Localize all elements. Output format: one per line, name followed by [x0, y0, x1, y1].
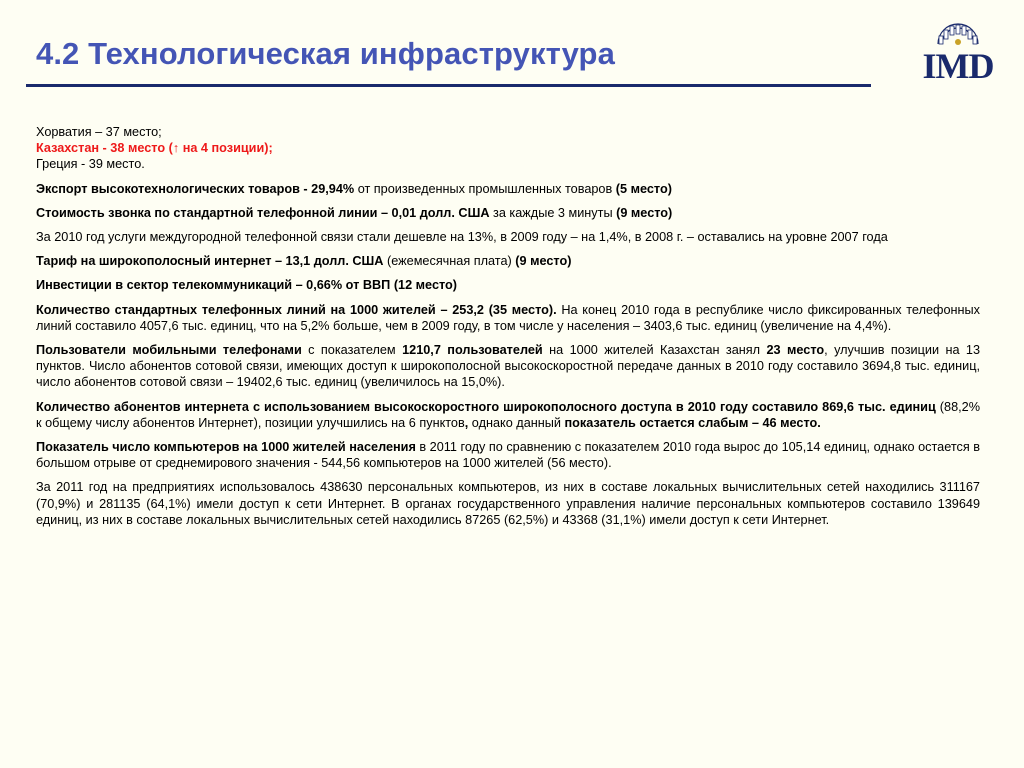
title-divider	[26, 84, 871, 87]
paragraph-telecom-investment: Инвестиции в сектор телекоммуникаций – 0,66% от ВВП (12 место)	[36, 278, 458, 293]
ranking-greece: Греция - 39 место.	[36, 157, 145, 172]
paragraph-broadband-tariff: Тариф на широкополосный интернет – 13,1 долл. США (ежемесячная плата) (9 место)	[36, 254, 572, 269]
ranking-croatia: Хорватия – 37 место;	[36, 125, 162, 139]
paragraph-mobile-users: Пользователи мобильными телефонами с показателем 1210,7 пользователей на 1000 жителей Казахстан занял 23 место, улучшив позиции на 13 пунктов. Число абонентов сотовой связи, имеющих доступ к широкополосной высокоскоростной передаче данных в 2010 году составило 3694,8 тыс. единиц, число абонентов сотовой связи – 19402,6 тыс. единиц (увеличилось на 15,0%).	[36, 343, 981, 390]
paragraph-export: Экспорт высокотехнологических товаров - 29,94% от произведенных промышленных товаров (5 место)	[36, 181, 672, 196]
paragraph-long-distance: За 2010 год услуги междугородной телефонной связи стали дешевле на 13%, в 2009 году – на 1,4%, в 2008 г. – оставались на уровне 2007 года	[36, 230, 888, 245]
ranking-kazakhstan: Казахстан - 38 место (↑ на 4 позиции);	[36, 141, 273, 156]
svg-text:IMD: IMD	[922, 46, 994, 84]
paragraph-internet-subscribers: Количество абонентов интернета с использованием высокоскоростного широкополосного доступа в 2010 году составило 869,6 тыс. единиц (88,2% к общему числу абонентов Интернет), позиции улучшились на 6 пунктов, однако данный показатель остается слабым – 46 место.	[36, 399, 980, 430]
paragraph-phone-lines: Количество стандартных телефонных линий на 1000 жителей – 253,2 (35 место). На конец 2010 года в республике число фиксированных телефонных линий составило 4057,6 тыс. единиц, что на 5,2% больше, чем в 2009 году, в том числе у населения – 3403,6 тыс. единиц (увеличение на 4,4%).	[36, 302, 981, 333]
page-title: 4.2 Технологическая инфраструктура	[36, 36, 615, 71]
paragraph-computers: Показатель число компьютеров на 1000 жителей населения в 2011 году по сравнению с показателем 2010 года вырос до 105,14 единиц, однако остается в большом отрыве от среднемирового значения - 544,56 компьютеров на 1000 жителей (56 место).	[36, 440, 981, 471]
content-body	[36, 124, 980, 536]
paragraph-enterprise-computers: За 2011 год на предприятиях использовалось 438630 персональных компьютеров, из них в составе локальных вычислительных сетей находились 311167 (70,9%) и 281135 (64,1%) имели доступ к сети Интернет. В органах государственного управления наличие персональных компьютеров составило 139649 единиц, из них в составе локальных вычислительных сетей находились 87265 (62,5%) и 43368 (31,1%) имели доступ к сети Интернет.	[36, 480, 980, 527]
paragraph-call-cost: Стоимость звонка по стандартной телефонной линии – 0,01 долл. США за каждые 3 минуты (9 место)	[36, 205, 673, 220]
imd-logo	[912, 14, 1004, 84]
